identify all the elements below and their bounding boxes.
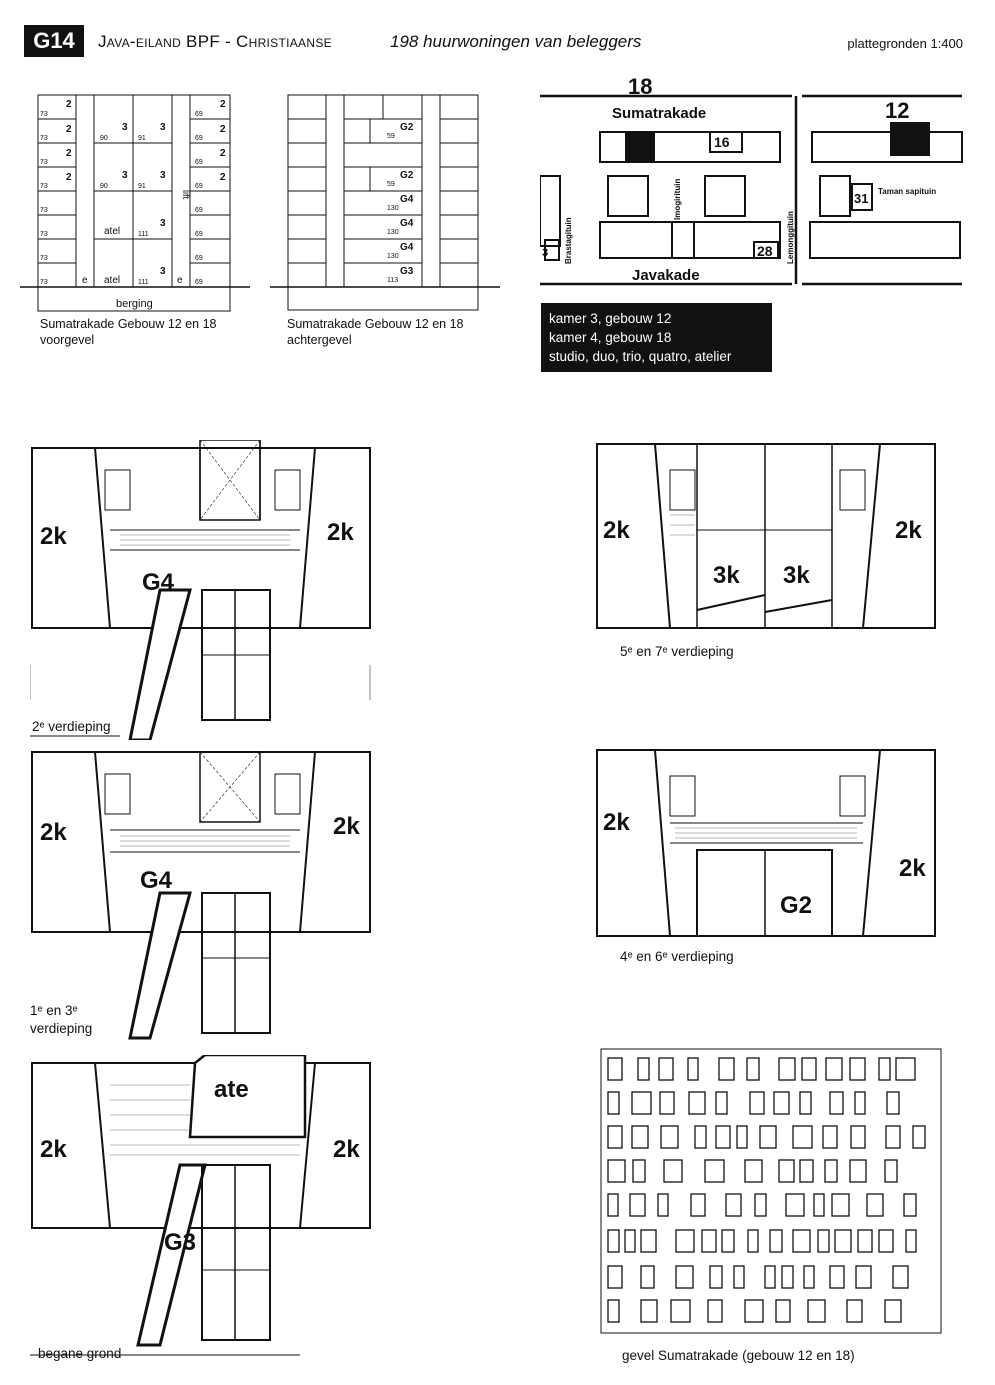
fe-e: e [177,275,183,286]
site-taman: Taman sapituin [878,187,937,196]
fe-111: 111 [138,279,149,286]
section-badge: G14 [24,25,84,57]
fe-right-num: 69 [195,111,203,118]
plan57-center-unit-2: 3k [783,562,810,589]
front-elevation-drawing [20,90,260,315]
rear-elevation-caption: Sumatrakade Gebouw 12 en 18 achtergevel [287,317,464,347]
re-unit-size: 113 [387,277,399,284]
plan2-right-unit: 2k [327,519,354,546]
site-bras: Brastagituin [564,217,573,264]
plan57-left-unit: 2k [603,517,630,544]
planG-right-unit: 2k [333,1136,360,1163]
fe-three: 3 [160,122,166,133]
re-unit-size: 59 [387,181,395,188]
fe-right-num: 69 [195,255,203,262]
plan46-center-unit: G2 [780,892,813,919]
legend-line: kamer 3, gebouw 12 [549,311,672,326]
re-unit-size: 130 [387,205,399,212]
re-unit-type: G4 [400,242,414,253]
plan46-right-unit: 2k [899,855,926,882]
site-plan [540,70,965,290]
plan-ground [30,1055,375,1360]
fe-left-num: 73 [40,111,48,118]
fe-atel: atel [104,275,121,286]
plan2-left-unit: 2k [40,523,67,550]
site-31: 31 [854,191,869,206]
site-3: 3 [542,247,549,259]
fe-right-num: 69 [195,207,203,214]
fe-left-num: 73 [40,207,48,214]
legend-line: studio, duo, trio, quatro, atelier [549,349,732,364]
plan2-center-unit: G4 [142,569,175,596]
site-sumatrakade: Sumatrakade [612,105,707,122]
front-elevation-caption: Sumatrakade Gebouw 12 en 18 voorgevel [40,317,217,347]
fe-right-num: 69 [195,159,203,166]
fe-91: 91 [138,183,146,190]
fe-two: 2 [66,99,72,110]
plan13-caption: 1ᵉ en 3ᵉ verdieping [30,1003,93,1036]
fe-91: 91 [138,135,146,142]
re-unit-type: G4 [400,218,414,229]
facade-sumatrakade-drawing [600,1048,942,1334]
re-unit-type: G2 [400,170,414,181]
site-lemong: Lemonggituin [786,211,795,264]
fe-two: 2 [66,172,72,183]
re-unit-type: G3 [400,266,414,277]
plan-floor2 [30,440,375,740]
fe-berging: berging [116,298,153,310]
plan2-caption: 2ᵉ verdieping [32,719,111,734]
fe-right-num: 69 [195,135,203,142]
fe-right-num: 69 [195,183,203,190]
legend-box [541,303,772,372]
fe-left-num: 73 [40,255,48,262]
fe-atel: atel [104,226,121,237]
fe-three: 3 [160,218,166,229]
fe-three: 3 [122,122,128,133]
rear-elevation-drawing [270,90,510,315]
re-unit-type: G4 [400,194,414,205]
fe-lift: lift [181,190,191,199]
fe-two: 2 [220,148,226,159]
fe-two: 2 [220,124,226,135]
plan57-right-unit: 2k [895,517,922,544]
fe-left-num: 73 [40,159,48,166]
fe-left-num: 73 [40,279,48,286]
fe-right-num: 69 [195,231,203,238]
fe-90: 90 [100,183,108,190]
plan57-center-unit-1: 3k [713,562,740,589]
scale-label: plattegronden 1:400 [847,36,963,51]
fe-two: 2 [66,148,72,159]
fe-left-num: 73 [40,135,48,142]
site-18: 18 [628,74,653,99]
legend-line: kamer 4, gebouw 18 [549,330,672,345]
site-28: 28 [757,243,773,259]
fe-90: 90 [100,135,108,142]
plan46-left-unit: 2k [603,809,630,836]
plan13-left-unit: 2k [40,819,67,846]
plan57-caption: 5ᵉ en 7ᵉ verdieping [620,644,734,659]
plan46-caption: 4ᵉ en 6ᵉ verdieping [620,949,734,964]
re-unit-size: 59 [387,133,395,140]
fe-two: 2 [220,99,226,110]
fe-two: 2 [220,172,226,183]
fe-left-num: 73 [40,231,48,238]
planG-top-unit: ate [214,1076,249,1103]
page-subtitle: 198 huurwoningen van beleggers [390,32,642,51]
site-16: 16 [714,134,730,150]
fe-111: 111 [138,231,149,238]
planG-center-unit: G3 [164,1229,197,1256]
fe-three: 3 [122,170,128,181]
fe-two: 2 [66,124,72,135]
fe-three: 3 [160,170,166,181]
fe-right-num: 69 [195,279,203,286]
planG-caption: begane grond [38,1346,122,1361]
planG-left-unit: 2k [40,1136,67,1163]
site-12: 12 [885,98,910,123]
plan-floor13 [30,748,375,1043]
re-unit-size: 130 [387,253,399,260]
fe-three: 3 [160,266,166,277]
fe-left-num: 73 [40,183,48,190]
re-unit-size: 130 [387,229,399,236]
fe-e: e [82,275,88,286]
re-unit-type: G2 [400,122,414,133]
facade-caption: gevel Sumatrakade (gebouw 12 en 18) [622,1348,855,1363]
plan13-center-unit: G4 [140,867,173,894]
plan13-right-unit: 2k [333,813,360,840]
plan-floor57 [595,440,940,635]
site-javakade: Javakade [632,267,700,284]
page-title: Java-eiland BPF - Christiaanse [98,32,332,51]
plan-floor46 [595,748,940,943]
site-imogiri: Imogirituin [673,178,682,220]
